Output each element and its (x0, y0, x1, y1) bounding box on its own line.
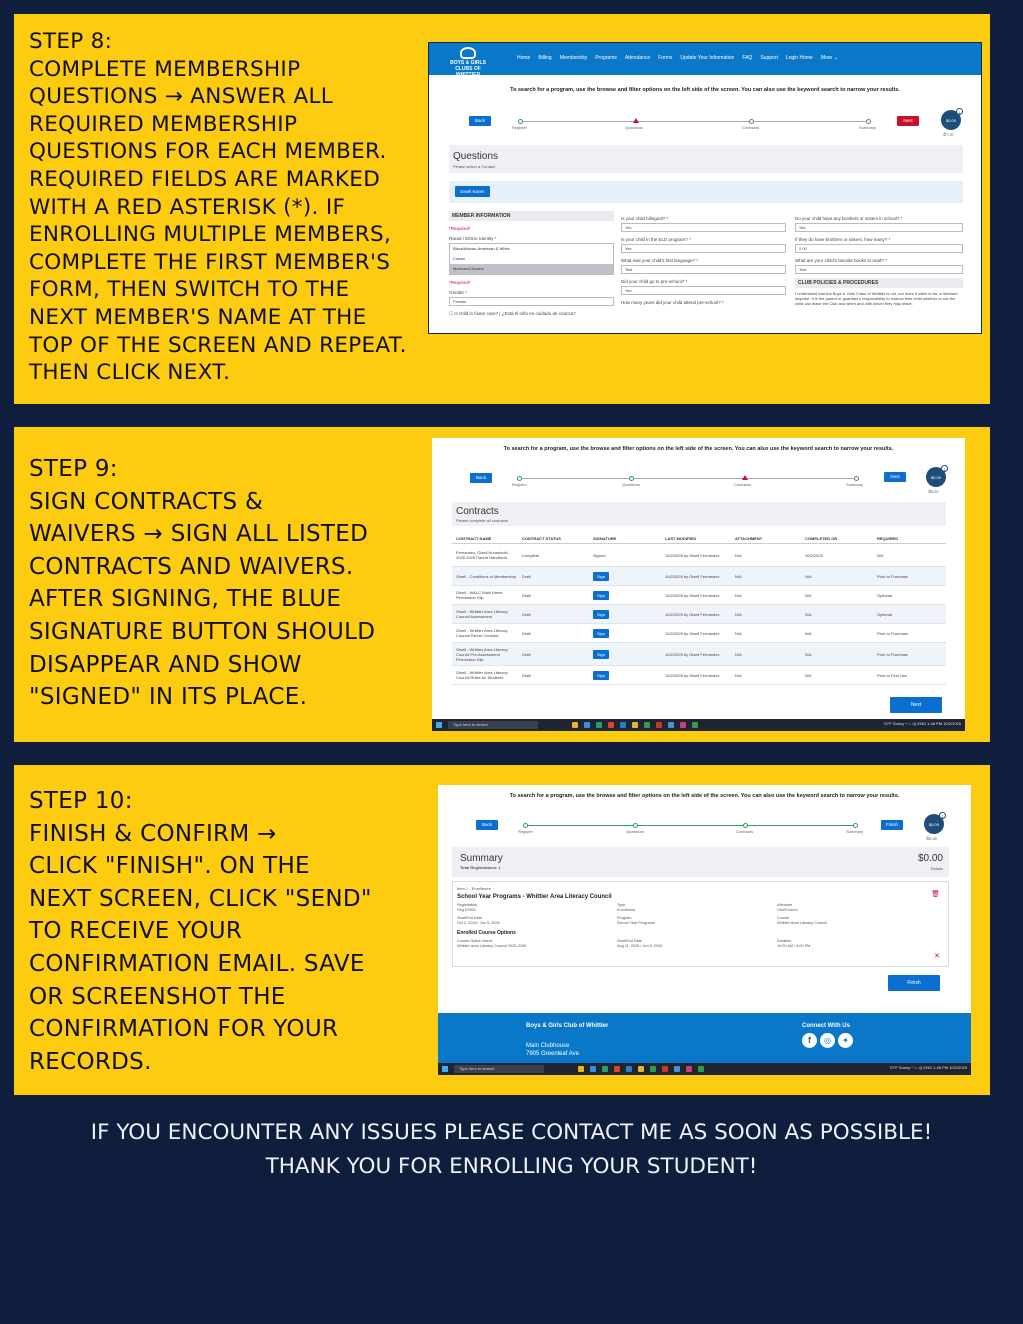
item-label: Item 1 - Enrollment (457, 886, 491, 891)
nav-attendance[interactable]: Attendance (624, 55, 651, 61)
nav-billing[interactable]: Billing (538, 55, 552, 61)
step-label-summary: Summary (846, 482, 864, 487)
footer-org: Boys & Girls Club of Whittier (526, 1023, 609, 1029)
app-icon[interactable] (632, 722, 638, 728)
windows-start-icon[interactable] (436, 722, 442, 728)
app-icon[interactable] (578, 1066, 584, 1072)
total-registrations: Total Registrations: 1 (460, 865, 501, 870)
step-8-card (14, 14, 990, 404)
nav-membership[interactable]: Membership (559, 55, 588, 61)
footer-club: Main Clubhouse (526, 1043, 570, 1049)
step-summary-dot (853, 823, 858, 828)
race-label: Racial / Ethnic Identity * (449, 236, 497, 241)
step-9-card (14, 427, 990, 742)
app-icon[interactable] (602, 1066, 608, 1072)
finish-button[interactable]: Finish (888, 975, 940, 991)
finish-button-top[interactable]: Finish (881, 820, 903, 830)
summary-screenshot (438, 785, 971, 1075)
app-icon[interactable] (668, 722, 674, 728)
nav-more[interactable]: More ⌄ (820, 55, 838, 61)
enrollment-item (452, 881, 949, 967)
signed-status: Signed (593, 552, 606, 558)
page-subtitle: Please complete all contracts (456, 518, 509, 523)
sign-button[interactable]: Sign (593, 671, 609, 680)
cart-total: $0.00 (945, 118, 956, 123)
table-row: Gisell - Whittier Area Literacy Council Parent Contract Draft Sign 10/2/2025 by Gisell Fernandez N/A N/A Prior to Purchase (452, 624, 946, 643)
back-button[interactable]: Back (469, 116, 491, 126)
twitter-icon[interactable]: ✦ (838, 1033, 853, 1048)
next-button[interactable]: Next (897, 116, 919, 126)
table-row: Gisell - Conditions of Membership Draft Sign 10/2/2025 by Gisell Fernandez N/A N/A Prior to Purchase (452, 567, 946, 586)
table-header: CONTRACT NAME CONTRACT STATUS SIGNATURE LAST MODIFIED ATTACHMENT COMPLETED ON REQUIRED (452, 534, 946, 544)
table-row: Gisell - Whittier Area Literacy Council Pre-Assessment Permission Slip Draft Sign 10/2/2025 by Gisell Fernandez N/A N/A Prior to Purchase (452, 643, 946, 666)
step-label-register: Register (518, 829, 533, 834)
app-icon[interactable] (590, 1066, 596, 1072)
next-button[interactable]: Next (890, 697, 942, 713)
step-label-register: Register (512, 482, 527, 487)
table-row: Gisell - WALC Walk Home Permission Slip Draft Sign 10/2/2025 by Gisell Fernandez N/A N/A Optional (452, 586, 946, 605)
preschool-years-label: How many years did your child attend pre-school? * (621, 300, 724, 305)
taskbar-apps (572, 722, 698, 728)
taskbar-search-input[interactable]: Type here to search (448, 721, 538, 729)
app-icon[interactable] (620, 722, 626, 728)
table-row: Gisell - Whittier Area Literacy Council Assessment Draft Sign 10/2/2025 by Gisell Fernandez N/A N/A Optional (452, 605, 946, 624)
session-timer: ⏱7:37 (943, 132, 954, 137)
app-icon[interactable] (698, 1066, 704, 1072)
step-contracts-dot (749, 119, 754, 124)
cart-total: $0.00 (930, 475, 941, 480)
step-questions-dot (633, 823, 638, 828)
sign-button[interactable]: Sign (593, 572, 609, 581)
taskbar-status: 70°F Sunny ^ ⌂ ◁) ENG 1:48 PM 10/2/2025 (883, 721, 961, 726)
app-icon[interactable] (662, 1066, 668, 1072)
list-item[interactable]: Cuban (453, 256, 465, 261)
footer-address: 7905 Greenleaf Ave (526, 1051, 579, 1057)
sign-button[interactable]: Sign (593, 591, 609, 600)
questions-column-1 (621, 211, 786, 305)
step-label-questions: Questions (622, 482, 641, 487)
app-icon[interactable] (584, 722, 590, 728)
books-input[interactable]: Test (795, 265, 963, 274)
step-summary-dot (866, 119, 871, 124)
summary-panel (452, 847, 949, 877)
windows-taskbar (432, 719, 965, 731)
progress-line (521, 121, 871, 122)
nav-update-info[interactable]: Update Your Information (680, 55, 735, 61)
member-tab[interactable]: Gisell Karen (455, 186, 490, 197)
member-info-column (449, 211, 614, 317)
step-9-instructions: STEP 9: SIGN CONTRACTS & WAIVERS → SIGN ALL LISTED CONTRACTS AND WAIVERS. AFTER SIGNING, THE BLUE SIGNATURE BUTTON SHOULD DISAPPEAR AND SHOW "SIGNED" IN ITS PLACE. (29, 456, 376, 711)
sign-button[interactable]: Sign (593, 650, 609, 659)
step-label-questions: Questions (626, 829, 645, 834)
contact-selector (449, 181, 963, 203)
app-icon[interactable] (656, 722, 662, 728)
main-nav (517, 55, 838, 61)
step-label-questions: Questions (625, 125, 644, 130)
closing-thanks-line: THANK YOU FOR ENROLLING YOUR STUDENT! (265, 1154, 758, 1179)
page-title: Contracts (456, 506, 499, 517)
page-title: Questions (453, 151, 499, 162)
cart-icon[interactable] (941, 110, 961, 130)
session-timer: ⏱6:57 (928, 489, 939, 494)
search-hint: To search for a program, use the browse and filter options on the left side of the screen. You can also use the keyword search to narrow your results. (510, 87, 900, 93)
eld-label: Is your child in the ELD program? * (621, 237, 691, 242)
step-label-summary: Summary (846, 829, 864, 834)
step-questions-marker (633, 118, 639, 123)
sign-button[interactable]: Sign (593, 629, 609, 638)
step-label-contracts: Contracts (742, 125, 760, 130)
program-title: School Year Programs - Whittier Area Literacy Council (457, 894, 612, 900)
app-icon[interactable] (608, 722, 614, 728)
app-icon[interactable] (650, 1066, 656, 1072)
app-icon[interactable] (626, 1066, 632, 1072)
step-10-card (14, 765, 990, 1095)
taskbar-search-input[interactable]: Type here to search (454, 1065, 544, 1073)
cart-total: $0.00 (928, 822, 939, 827)
preschool-select[interactable]: Yes (621, 286, 786, 295)
search-hint: To search for a program, use the browse and filter options on the left side of the screen. You can also use the keyword search to narrow your results. (503, 446, 894, 452)
list-item[interactable]: Black/African-American & White (453, 246, 510, 251)
app-icon[interactable] (614, 1066, 620, 1072)
gender-label: Gender * (449, 290, 468, 295)
nav-home[interactable]: Home (517, 55, 531, 61)
windows-start-icon[interactable] (442, 1066, 448, 1072)
step-label-contracts: Contracts (734, 482, 752, 487)
step-register-dot (518, 119, 523, 124)
summary-total: $0.00 (917, 853, 943, 864)
social-links (802, 1033, 853, 1048)
step-8-instructions: STEP 8: COMPLETE MEMBERSHIP QUESTIONS → ANSWER ALL REQUIRED MEMBERSHIP QUESTIONS FOR EACH MEMBER. REQUIRED FIELDS ARE MARKED WITH A RED ASTERISK (*). IF ENROLLING MULTIPLE MEMBERS, COMPLETE THE FIRST MEMBER'S FORM, THEN SWITCH TO THE NEXT MEMBER'S NAME AT THE TOP OF THE SCREEN AND REPEAT. THEN CLICK NEXT. (29, 29, 407, 386)
step-contracts-dot (743, 823, 748, 828)
siblings-label: Do your child have any brothers or sisters in school? * (795, 216, 903, 221)
foster-checkbox[interactable]: ☐ Is child in foster care? | ¿Está el niño en cuidado de crianza? (449, 311, 576, 316)
step-summary-dot (854, 476, 859, 481)
trash-icon[interactable]: 🗑 (931, 891, 940, 898)
page-title: Summary (460, 853, 503, 864)
cart-icon[interactable] (924, 814, 944, 834)
step-register-dot (523, 823, 528, 828)
taskbar-status: 70°F Sunny ^ ⌂ ◁) ENG 1:48 PM 10/2/2025 (889, 1065, 967, 1070)
instagram-icon[interactable]: ◎ (820, 1033, 835, 1048)
bilingual-select[interactable]: Yes (621, 223, 786, 232)
language-input[interactable]: Test (621, 265, 786, 274)
back-button[interactable]: Back (476, 820, 498, 830)
nav-forms[interactable]: Forms (658, 55, 673, 61)
policy-text: I understand that the Boys & Girls Clubs of Whittier is not, nor does it claim to be, a licensed daycare. It is the parent or guardian's responsibility to instruct their child whether or not the child can leave the Club and when and with whom they may leave. (795, 291, 958, 306)
contracts-screenshot (432, 438, 965, 731)
app-icon[interactable] (572, 722, 578, 728)
gender-select[interactable]: Female (449, 297, 614, 306)
progress-line (520, 478, 858, 479)
cart-count: 1 (956, 108, 963, 115)
back-button[interactable]: Back (470, 473, 492, 483)
club-logo: BOYS & GIRLS CLUBS OF WHITTIER (443, 47, 493, 71)
next-button-top[interactable]: Next (884, 472, 906, 482)
course-option-details: Course Option Name Whittier Area Literacy Council 2025-2026 Start/End Date Aug 11, 2025 / Jun 5, 2026 Duration 10:00 AM / 6:00 PM (457, 939, 811, 948)
contracts-table (452, 534, 946, 685)
registration-details: Registration Reg 67963 Type Enrollment Attendee Gisell Karen (457, 903, 798, 912)
app-icon[interactable] (674, 1066, 680, 1072)
sibling-count-label: If they do have brothers or sisters, how many? * (795, 237, 891, 242)
details-link[interactable]: Details (930, 866, 943, 871)
sibling-count-input[interactable]: 2.00 (795, 244, 963, 253)
progress-line (526, 825, 856, 826)
sign-button[interactable]: Sign (593, 610, 609, 619)
step-questions-dot (629, 476, 634, 481)
remove-option-icon[interactable]: ✕ (934, 953, 940, 960)
step-10-instructions: STEP 10: FINISH & CONFIRM → CLICK "FINISH". ON THE NEXT SCREEN, CLICK "SEND" TO RECEIVE YOUR CONFIRMATION EMAIL. SAVE OR SCREENSHOT THE CONFIRMATION FOR YOUR RECORDS. (29, 788, 372, 1075)
books-label: What are your child's favorite books to read? * (795, 258, 887, 263)
language-label: What was your child's first language? * (621, 258, 699, 263)
nav-faq[interactable]: FAQ (742, 55, 753, 61)
taskbar-apps (578, 1066, 704, 1072)
questions-column-2 (795, 211, 963, 306)
bilingual-label: Is your child bilingual? * (621, 216, 669, 221)
list-item[interactable]: Mexican/Chicano (450, 264, 613, 274)
required-label: *Required* (449, 226, 471, 231)
app-icon[interactable] (686, 1066, 692, 1072)
step-label-summary: Summary (859, 125, 877, 130)
site-header (429, 43, 981, 78)
step-register-dot (517, 476, 522, 481)
app-icon[interactable] (596, 722, 602, 728)
nav-programs[interactable]: Programs (595, 55, 617, 61)
preschool-label: Did your child go to pre-school? * (621, 279, 688, 284)
closing-contact-line: IF YOU ENCOUNTER ANY ISSUES PLEASE CONTACT ME AS SOON AS POSSIBLE! (90, 1120, 933, 1145)
app-icon[interactable] (644, 722, 650, 728)
program-details: Start/End Date Oct 2, 2025 / Jun 5, 2026 Program School Year Programs Course Whittier Area Literacy Council (457, 916, 827, 925)
cart-icon[interactable] (926, 467, 946, 487)
table-row: Gisell - Whittier Area Literacy Council Rules for Students Draft Sign 10/2/2025 by Gisell Fernandez N/A N/A Prior to First Use (452, 666, 946, 685)
windows-taskbar (438, 1063, 971, 1075)
step-contracts-marker (742, 475, 748, 480)
questions-panel (449, 145, 963, 173)
session-timer: ⏱6:45 (926, 836, 937, 841)
step-label-contracts: Contracts (736, 829, 754, 834)
required-label: *Required* (449, 280, 471, 285)
nav-support[interactable]: Support (760, 55, 778, 61)
siblings-select[interactable]: Yes (795, 223, 963, 232)
app-icon[interactable] (680, 722, 686, 728)
facebook-icon[interactable]: f (802, 1033, 817, 1048)
questions-screenshot (428, 42, 982, 334)
footer-connect: Connect With Us (802, 1023, 850, 1029)
eld-select[interactable]: Yes (621, 244, 786, 253)
cart-count: 1 (941, 465, 948, 472)
policies-heading: CLUB POLICIES & PROCEDURES (795, 278, 963, 288)
contracts-panel (452, 502, 946, 526)
app-icon[interactable] (638, 1066, 644, 1072)
app-icon[interactable] (692, 722, 698, 728)
nav-login-home[interactable]: Login Home (785, 55, 813, 61)
race-listbox[interactable] (449, 243, 614, 275)
section-heading: MEMBER INFORMATION (449, 211, 614, 221)
search-hint: To search for a program, use the browse and filter options on the left side of the screen. You can also use the keyword search to narrow your results. (509, 793, 900, 799)
enrolled-options-heading: Enrolled Course Options (457, 930, 516, 936)
cart-count: 1 (939, 812, 946, 819)
page-subtitle: Please select a Contact (453, 164, 496, 169)
step-label-register: Register (512, 125, 527, 130)
table-row: Fernandez, Gisell Household - 2025-2026 Parent Handbook Complete Signed 10/2/2025 by Gisell Fernandez N/A 10/2/2025 N/A (452, 544, 946, 567)
